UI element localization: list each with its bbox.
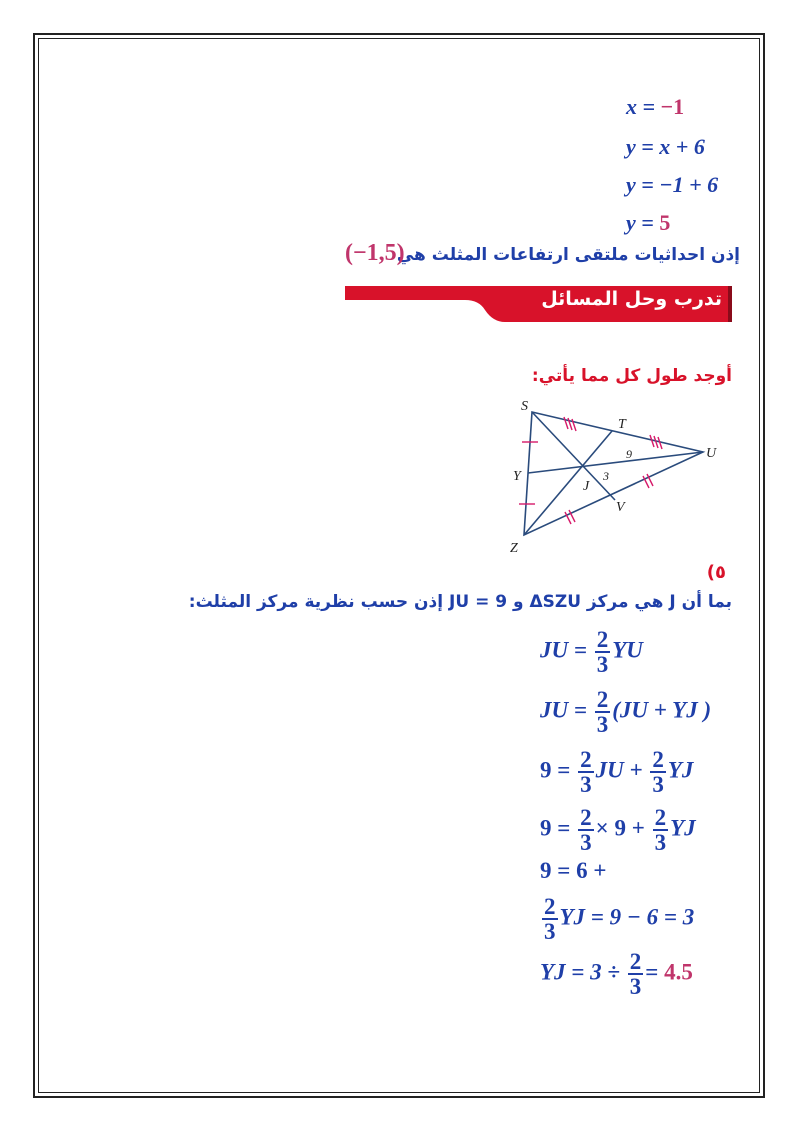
label-Y: Y (513, 469, 521, 484)
solution-step-5: 9 = 6 + (540, 858, 607, 883)
problem-statement: بما أن J هي مركز ΔSZU و JU = 9 إذن حسب نظرية مركز المثلث: (188, 592, 732, 612)
label-S: S (521, 400, 528, 414)
value-x: −1 (660, 94, 685, 119)
label-J: J (583, 479, 590, 494)
value-y: 5 (659, 210, 671, 235)
length-JU: 9 (626, 447, 632, 461)
equation-x: x = −1 (626, 94, 685, 119)
orthocenter-point: (−1,5) (345, 240, 405, 266)
label-T: T (618, 417, 626, 432)
equation-y3: y = 5 (626, 210, 671, 235)
conclusion-text: إذن احداثيات ملتقى ارتفاعات المثلث هي (396, 245, 740, 265)
label-U: U (706, 446, 717, 461)
solution-step-6: $\frac{2}{3}$ YJ = 9 − 6 = 3 (544, 894, 695, 944)
solution-step-3: 9 = $\frac{2}{3}$ JU + $\frac{2}{3}$ YJ (540, 747, 694, 797)
solution-step-1: JU = $\frac{2}{3}$ YU (540, 627, 643, 677)
instruction-text: أوجد طول كل مما يأتي: (531, 366, 732, 386)
triangle-figure (505, 400, 735, 560)
problem-number: ٥) (706, 562, 726, 583)
label-V: V (616, 500, 625, 515)
equation-y1: y = x + 6 (626, 134, 705, 159)
banner-title: تدرب وحل المسائل (541, 288, 722, 310)
final-result: 4.5 (664, 959, 693, 985)
solution-step-2: JU = $\frac{2}{3}$ (JU + YJ ) (540, 687, 712, 737)
equation-y2: y = −1 + 6 (626, 172, 719, 197)
solution-step-7: YJ = 3 ÷ $\frac{2}{3}$ = 4.5 (540, 949, 693, 999)
solution-step-4: 9 = $\frac{2}{3}$ × 9 + $\frac{2}{3}$ YJ (540, 805, 696, 855)
label-Z: Z (510, 541, 518, 556)
length-JV: 3 (603, 469, 609, 483)
